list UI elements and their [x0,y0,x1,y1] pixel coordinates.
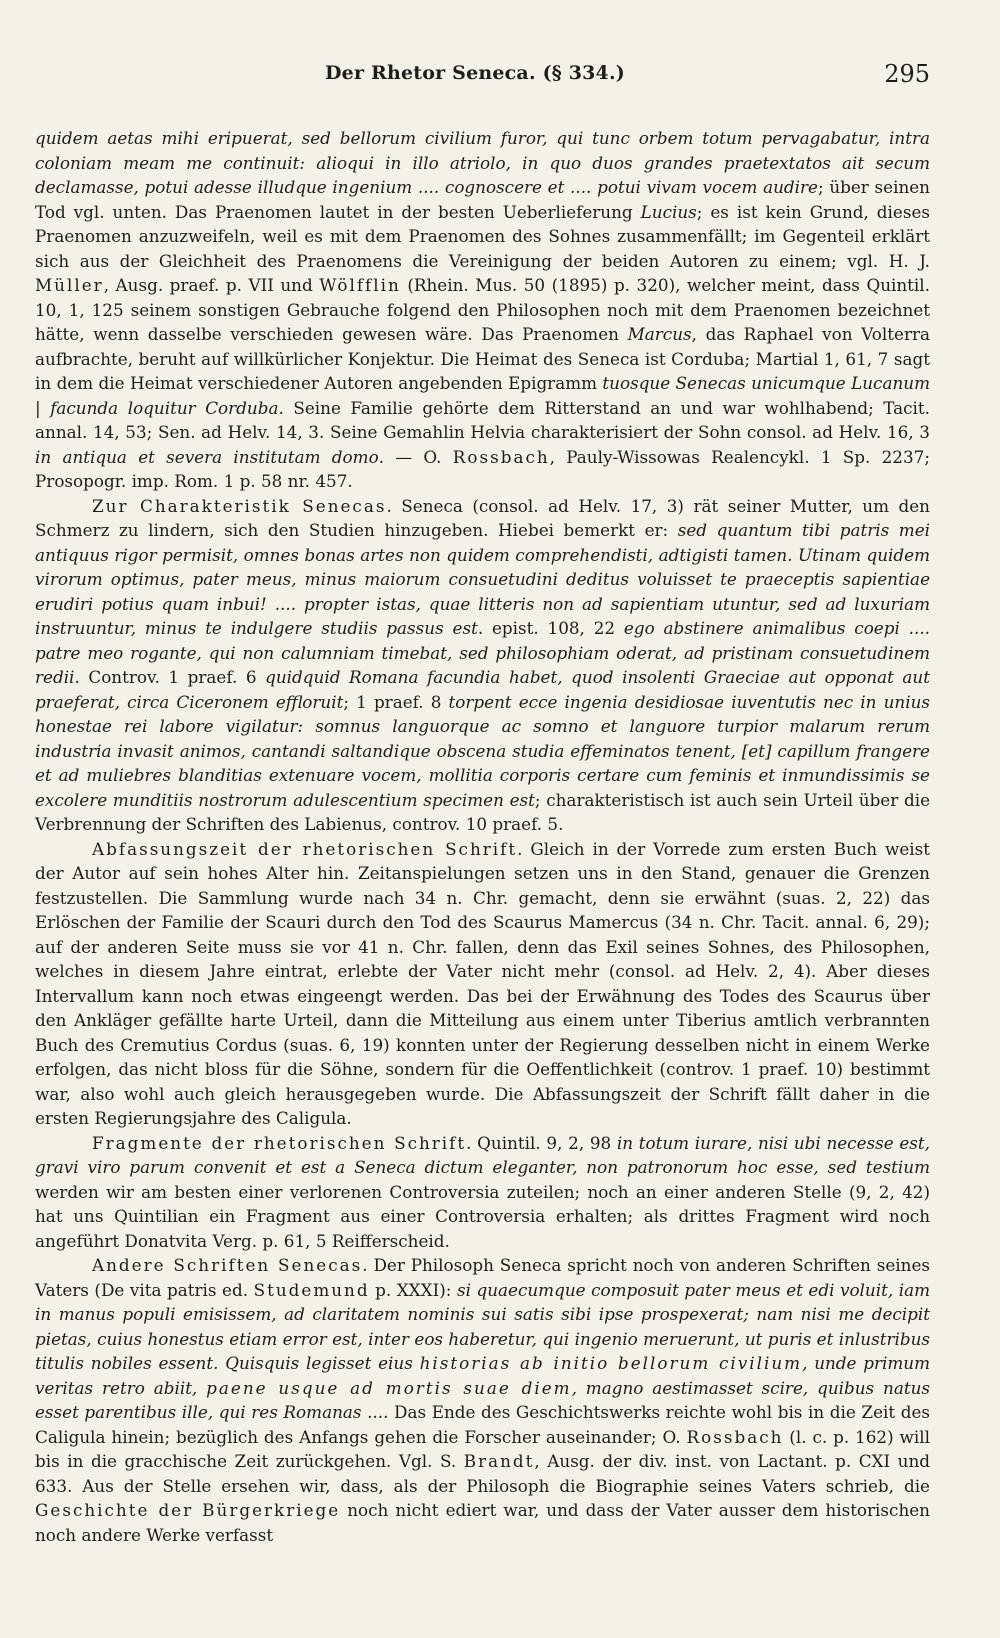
paragraph-fragmente [35,1131,930,1254]
spaced-text: Abfassungszeit der rhetorischen Schrift [92,838,518,859]
spaced-text: Brandt [463,1451,535,1471]
text-run: , Ausg. praef. p. VII und [103,275,320,295]
paragraph-andere-schriften [35,1253,930,1547]
text-run: werden wir am besten einer verlorenen Controversia zuteilen; noch an einer anderen Stelle (9, 2, 42) hat uns Quintilian ein Fragment aus einer Controversia erhalten; als drittes Fragment wird noch angeführt Donatvita Verg. p. 61, 5 Reifferscheid. [35,1181,930,1251]
paragraph-abfassungszeit [35,837,930,1131]
page-number: 295 [884,60,930,88]
spaced-text: Geschichte der Bürgerkriege [35,1500,341,1520]
running-title: Der Rhetor Seneca. (§ 334.) [325,62,625,84]
italic-text: si quaecumque composuit pater meus et edi voluit, iam in manus populi emisissem, ad claritatem nominis sui satis sibi ipse prospexerat; nam nisi me decipit pietas, cuius honestus etiam error est, inter eos haberetur, qui ingenio meruerunt, ut puris et inlustribus titulis nobiles essent. Quisquis legisset eius [35,1279,930,1373]
text-run: . epist. 108, 22 [477,618,624,638]
text-run: ; 1 praef. 8 [343,691,449,712]
italic-text: sed quantum tibi patris mei antiquus rigor permisit, omnes bonas artes non quidem comprehendisti, adtigisti tamen. Utinam quidem virorum optimus, pater meus, minus maiorum consuetudini deditus voluisset te praeceptis sapientiae erudiri potius quam inbui! .... propter istas, quae litteris non ad sapientiam utuntur, sed ad luxuriam instruuntur, minus te indulgere studiis passus est [35,520,930,638]
text-run: Das Ende des Geschichtswerks reichte wohl bis in die Zeit des Caligula hinein; bezüglich des Anfangs gehen die Forscher auseinander; O. [35,1402,930,1447]
italic-text: Lucius [640,201,697,222]
text-run: (l. c. p. 162) will bis in die gracchische Zeit zurückgehen. Vgl. S. [35,1426,930,1471]
spaced-text: Wölfflin [319,275,401,295]
text-run: . Seine Familie gehörte dem Ritterstand an und war wohlhabend; Tacit. annal. 14, 53; Sen. ad Helv. 14, 3. Seine Gemahlin Helvia charakterisiert der Sohn consol. ad Helv. 16, 3 [35,397,931,442]
spaced-text: paene usque ad mortis suae diem [206,1377,572,1398]
spaced-text: Fragmente der rhetorischen Schrift [92,1132,467,1153]
spaced-text: Andere Schriften Senecas [92,1255,363,1275]
text-run: noch nicht ediert war, und dass der Vater ausser dem historischen noch andere Werke verfasst [35,1500,930,1545]
italic-text: , unde primum veritas retro abiit, [35,1353,931,1398]
italic-text: ego abstinere animalibus coepi .... patre meo rogante, qui non calumniam timebat, sed philosophiam oderat, ad pristinam consuetudinem redii [35,618,930,687]
spaced-text: historias ab initio bellorum civilium [419,1353,803,1373]
text-run: . Gleich in der Vorrede zum ersten Buch weist der Autor auf sein hohes Alter hin. Zeitanspielungen setzen uns in den Stand, genauer die Grenzen festzustellen. Die Sammlung wurde nach 34 n. Chr. gemacht, denn sie erwähnt (suas. 2, 22) das Erlöschen der Familie der Scauri durch den Tod des Scaurus Mamercus (34 n. Chr. Tacit. annal. 6, 29); auf der anderen Seite muss sie vor 41 n. Chr. fallen, denn das Exil seines Sohnes, des Philosophen, welches in diesem Jahre eintrat, erlebte der Vater nicht mehr (consol. ad Helv. 2, 4). Aber dieses Intervallum kann noch etwas eingeengt werden. Das bei der Erwähnung des Todes des Scaurus über den Ankläger gefällte harte Urteil, dann die Mitteilung aus einem unter Tiberius amtlich verbrannten Buch des Cremutius Cordus (suas. 6, 19) konnten unter der Regierung desselben nicht in einem Werke erfolgen, das nicht bloss für die Söhne, sondern für die Oeffentlichkeit (controv. 1 praef. 10) bestimmt war, also wohl auch gleich herausgegeben wurde. Die Abfassungszeit der Schrift fällt daher in die ersten Regierungsjahre des Caligula. [35,838,930,1128]
italic-text: quidquid Romana facundia habet, quod insolenti Graeciae aut opponat aut praeferat, circa Ciceronem effloruit [35,667,930,712]
text-run: , Pauly-Wissowas Realencykl. 1 Sp. 2237; Prosopogr. imp. Rom. 1 p. 58 nr. 457. [35,446,930,491]
italic-text: in totum iurare, nisi ubi necesse est, gravi viro parum convenit et est a Seneca dictum eleganter, non patronorum hoc esse, sed testium [35,1132,930,1177]
page-header [35,62,930,102]
italic-text: in antiqua et severa institutam domo [35,446,379,467]
text-run: , Ausg. der div. inst. von Lactant. p. CXI und 633. Aus der Stelle ersehen wir, dass, als der Philosoph die Biographie seines Vaters schrieb, die [35,1451,931,1496]
italic-text: tuosque Senecas unicumque Lucanum | facunda loquitur Corduba [35,373,930,418]
body-text [35,126,930,1547]
text-run: . Der Philosoph Seneca spricht noch von anderen Schriften seines Vaters (De vita patris ed. [35,1255,930,1300]
text-run: , das Raphael von Volterra aufbrachte, beruht auf willkürlicher Konjektur. Die Heimat des Seneca ist Corduba; Martial 1, 61, 7 sagt in dem die Heimat verschiedener Autoren angebenden Epigramm [35,324,930,393]
spaced-text: Studemund [253,1279,370,1300]
text-run: ; charakteristisch ist auch sein Urteil über die Verbrennung der Schriften des Labienus, controv. 10 praef. 5. [35,789,930,834]
paragraph-charakteristik [35,494,930,837]
text-run: (Rhein. Mus. 50 (1895) p. 320), welcher meint, dass Quintil. 10, 1, 125 seinem sonstigen Gebrauche folgend den Philosophen noch mit dem Praenomen bezeichnet hätte, wenn dasselbe verschieden gewesen wäre. Das Praenomen [35,275,930,344]
text-run: p. XXXI): [369,1279,457,1300]
text-run: . Quintil. 9, 2, 98 [466,1132,617,1153]
italic-text: torpent ecce ingenia desidiosae iuventutis nec in unius honestae rei labore vigilatur: somnus languorque ac somno et languore turpior malarum rerum industria invasit animos, cantandi saltandique obscena studia effeminatos tenent, [et] capillum frangere et ad muliebres blanditias extenuare vocem, mollitia corporis certare cum feminis et inmundissimis se excolere munditiis nostrorum adulescentium specimen est [35,691,930,810]
paragraph-heimat [35,126,930,494]
spaced-text: Rossbach [686,1426,784,1447]
text-run: ; über seinen Tod vgl. unten. Das Praenomen lautet in der besten Ueberlieferung [35,177,930,222]
text-run: . Seneca (consol. ad Helv. 17, 3) rät seiner Mutter, um den Schmerz zu lindern, sich den Studien hinzugeben. Hiebei bemerkt er: [35,495,930,540]
spaced-text: Rossbach [452,446,550,467]
italic-text: Marcus [627,324,692,344]
text-run: . — O. [378,446,453,467]
spaced-text: Müller [35,275,104,295]
text-run: ; es ist kein Grund, dieses Praenomen anzuzweifeln, weil es mit dem Praenomen des Sohnes zusammenfällt; im Gegenteil erklärt sich aus der Gleichheit des Praenomens die Vereinigung der beiden Autoren zu einem; vgl. H. J. [35,201,930,271]
italic-text: , magno aestimasset scire, quibus natus esset parentibus ille, qui res Romanas .... [35,1377,931,1422]
text-run: . Controv. 1 praef. 6 [74,667,266,687]
italic-text: quidem aetas mihi eripuerat, sed bellorum civilium furor, qui tunc orbem totum pervagabatur, intra coloniam meam me continuit: alioqui in illo atriolo, in quo duos grandes praetextatos ait secum declamasse, potui adesse illudque ingenium .... cognoscere et .... potui vivam vocem audire [35,128,930,197]
spaced-text: Zur Charakteristik Senecas [92,495,387,516]
